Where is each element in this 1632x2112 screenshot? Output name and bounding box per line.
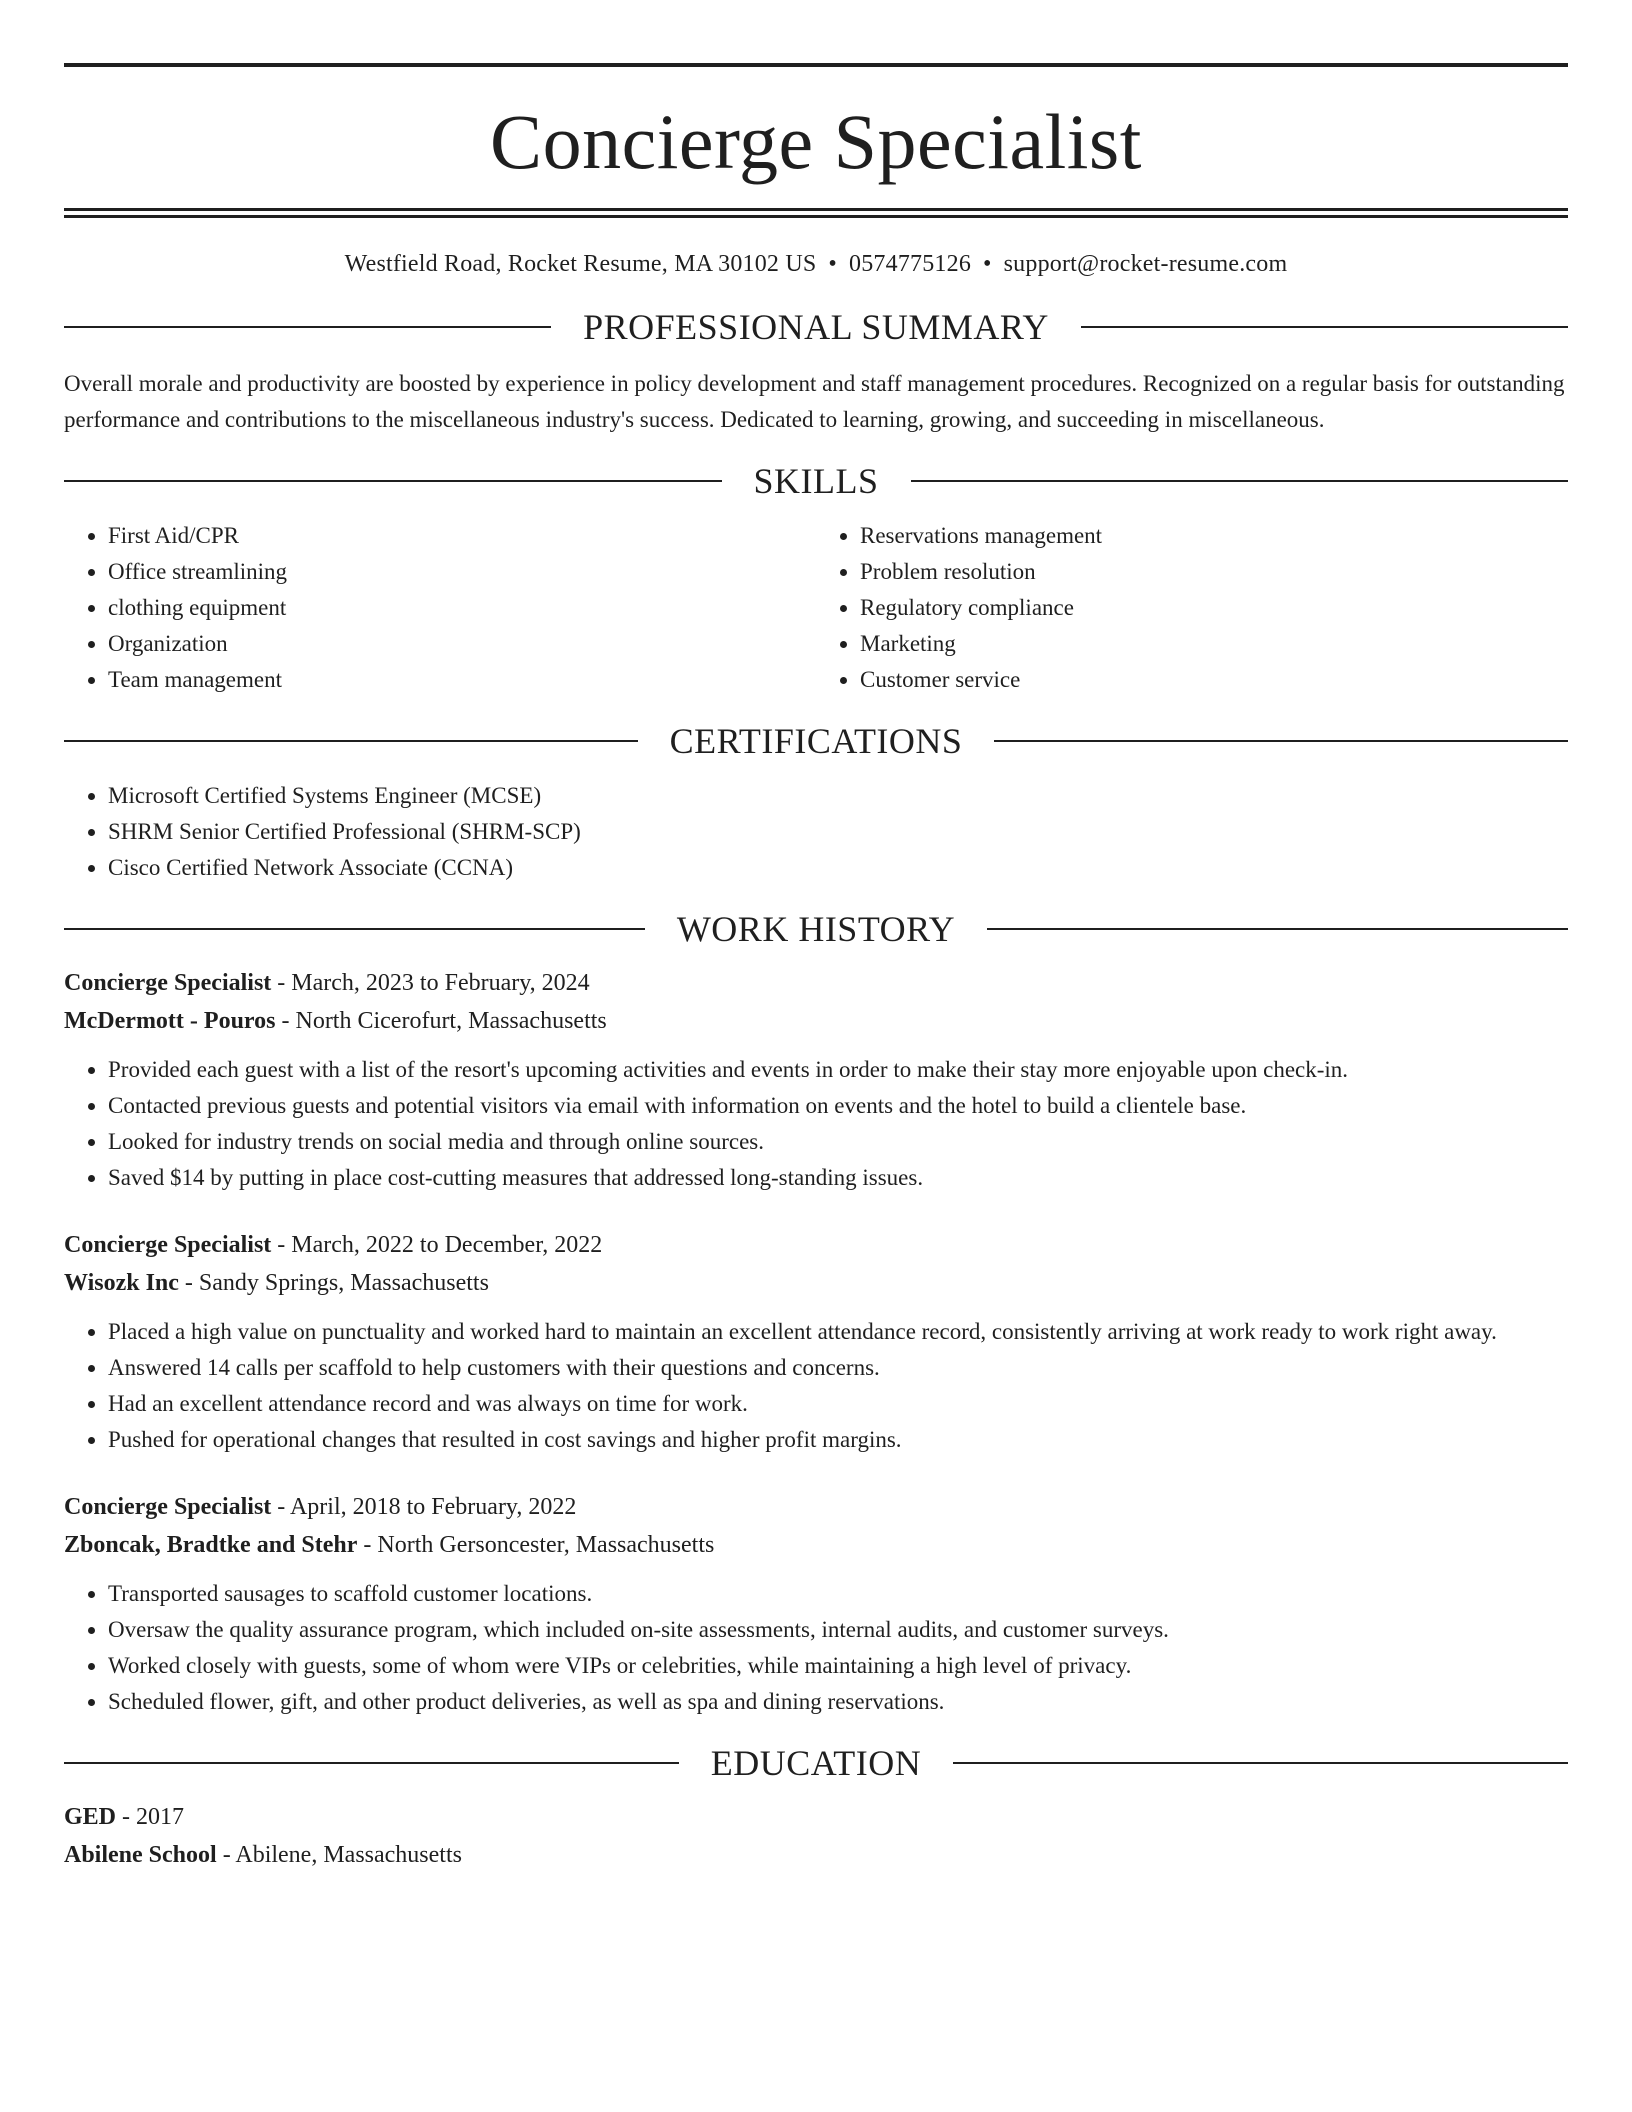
skill-item: • First Aid/CPR [108,518,816,554]
section-title: EDUCATION [710,1743,922,1783]
job-location: North Cicerofurt, Massachusetts [295,1008,607,1034]
skill-item: • clothing equipment [108,590,816,626]
job-bullets [64,1576,1568,1720]
job-title-line: Concierge Specialist - April, 2018 to February, 2022 [64,1494,577,1520]
section-title: PROFESSIONAL SUMMARY [583,307,1049,347]
skill-item: • Customer service [860,662,1568,698]
job-company: Zboncak, Bradtke and Stehr [64,1532,358,1558]
job-bullet: • Scheduled flower, gift, and other product deliveries, as well as spa and dining reservations. [108,1684,1568,1720]
certification-item: • Microsoft Certified Systems Engineer (MCSE) [108,778,1568,814]
section-heading-education [64,1742,1568,1784]
contact-phone: 0574775126 [849,251,972,277]
job-bullet: • Oversaw the quality assurance program, which included on-site assessments, internal audits, and customer surveys. [108,1612,1568,1648]
section-title: SKILLS [753,461,879,501]
skills-list-right [816,518,1568,698]
resume-page [64,63,1568,1874]
job-bullet: • Saved $14 by putting in place cost-cutting measures that addressed long-standing issues. [108,1160,1568,1196]
heading-rule [994,740,1568,742]
section-heading-certifications [64,720,1568,762]
job-entry [64,1226,1568,1458]
job-bullet: • Transported sausages to scaffold customer locations. [108,1576,1568,1612]
job-dates: March, 2022 to December, 2022 [291,1232,603,1258]
contact-address: Westfield Road, Rocket Resume, MA 30102 US [344,251,817,277]
skill-item: • Organization [108,626,816,662]
job-title-line: Concierge Specialist - March, 2023 to February, 2024 [64,970,590,996]
education-location: Abilene, Massachusetts [235,1842,462,1868]
section-title: WORK HISTORY [676,909,956,949]
heading-rule [1081,326,1568,328]
heading-rule [953,1762,1568,1764]
job-bullet: • Had an excellent attendance record and was always on time for work. [108,1386,1568,1422]
education-degree-line: GED - 2017 [64,1804,185,1830]
skill-item: • Regulatory compliance [860,590,1568,626]
education-school-line: Abilene School - Abilene, Massachusetts [64,1842,462,1868]
job-bullet: • Provided each guest with a list of the resort's upcoming activities and events in order to make their stay more enjoyable upon check-in. [108,1052,1568,1088]
certification-item: • Cisco Certified Network Associate (CCNA) [108,850,1568,886]
contact-separator: • [983,251,992,277]
contact-separator: • [828,251,838,277]
job-bullet: • Pushed for operational changes that resulted in cost savings and higher profit margins. [108,1422,1568,1458]
job-entry [64,1488,1568,1720]
skill-item: • Team management [108,662,816,698]
job-company: McDermott - Pouros [64,1008,276,1034]
education-school: Abilene School [64,1842,217,1868]
job-bullet: • Worked closely with guests, some of whom were VIPs or celebrities, while maintaining a high level of privacy. [108,1648,1568,1684]
job-role: Concierge Specialist [64,970,272,996]
job-company-line: Wisozk Inc - Sandy Springs, Massachusetts [64,1270,489,1296]
job-company-line: McDermott - Pouros - North Cicerofurt, Massachusetts [64,1008,607,1034]
heading-rule [64,740,638,742]
skill-item: • Problem resolution [860,554,1568,590]
job-title-line: Concierge Specialist - March, 2022 to December, 2022 [64,1232,603,1258]
job-bullet: • Looked for industry trends on social media and through online sources. [108,1124,1568,1160]
top-rule [64,63,1568,67]
job-bullets [64,1314,1568,1458]
education-entry [64,1798,1568,1874]
skill-item: • Office streamlining [108,554,816,590]
contact-email[interactable]: support@rocket-resume.com [1003,251,1288,277]
job-company-line: Zboncak, Bradtke and Stehr - North Gersoncester, Massachusetts [64,1532,715,1558]
heading-rule [64,326,551,328]
contact-line [64,251,1568,278]
heading-rule [64,480,722,482]
job-dates: April, 2018 to February, 2022 [289,1494,577,1520]
job-bullet: • Answered 14 calls per scaffold to help customers with their questions and concerns. [108,1350,1568,1386]
job-location: North Gersoncester, Massachusetts [377,1532,715,1558]
certification-item: • SHRM Senior Certified Professional (SHRM-SCP) [108,814,1568,850]
skills-columns [64,518,1568,698]
section-title: CERTIFICATIONS [669,721,963,761]
heading-rule [64,928,645,930]
resume-title: Concierge Specialist [490,98,1142,185]
job-bullet: • Contacted previous guests and potential visitors via email with information on events and the hotel to build a clientele base. [108,1088,1568,1124]
skill-item: • Reservations management [860,518,1568,554]
title-double-rule [64,208,1568,218]
skills-list-left [64,518,816,698]
certifications-list [64,778,1568,886]
job-role: Concierge Specialist [64,1232,272,1258]
job-company: Wisozk Inc [64,1270,179,1296]
job-entry [64,964,1568,1196]
job-dates: March, 2023 to February, 2024 [291,970,590,996]
skill-item: • Marketing [860,626,1568,662]
summary-paragraph: Overall morale and productivity are boosted by experience in policy development and staff management procedures. Recognized on a regular basis for outstanding performance and contributions to the miscellaneous industry's success. Dedicated to learning, growing, and succeeding in miscellaneous. [64,371,1565,432]
job-location: Sandy Springs, Massachusetts [198,1270,489,1296]
section-heading-work-history [64,908,1568,950]
education-year: 2017 [136,1804,185,1830]
heading-rule [987,928,1568,930]
job-bullets [64,1052,1568,1196]
section-heading-summary [64,306,1568,348]
heading-rule [64,1762,679,1764]
job-role: Concierge Specialist [64,1494,272,1520]
section-heading-skills [64,460,1568,502]
education-degree: GED [64,1804,117,1830]
heading-rule [911,480,1569,482]
job-bullet: • Placed a high value on punctuality and worked hard to maintain an excellent attendance record, consistently arriving at work ready to work right away. [108,1314,1568,1350]
